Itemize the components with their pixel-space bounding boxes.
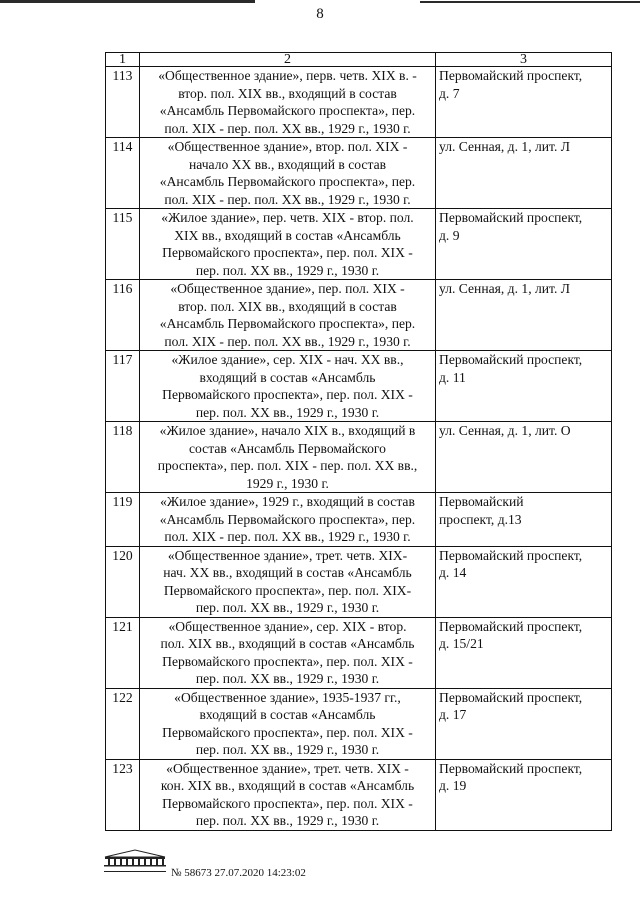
object-description: «Жилое здание», 1929 г., входящий в состав «Ансамбль Первомайского проспекта», пер. пол. XIX - пер. пол. XX вв., 1929 г., 1930 г.	[140, 493, 436, 547]
page-number: 8	[316, 6, 324, 22]
object-address: Первомайский проспект, д. 7	[436, 67, 612, 138]
registration-stamp: № 58673 27.07.2020 14:23:02	[171, 867, 306, 879]
object-address: ул. Сенная, д. 1, лит. Л	[436, 138, 612, 209]
row-number: 114	[106, 138, 140, 209]
object-description: «Жилое здание», начало XIX в., входящий в состав «Ансамбль Первомайского проспекта», пер. пол. XIX - пер. пол. XX вв., 1929 г., 1930 г.	[140, 422, 436, 493]
table-row	[106, 688, 612, 759]
table-row	[106, 351, 612, 422]
row-number: 119	[106, 493, 140, 547]
object-description: «Общественное здание», пер. пол. XIX - втор. пол. XIX вв., входящий в состав «Ансамбль Первомайского проспекта», пер. пол. XIX - пер. пол. XX вв., 1929 г., 1930 г.	[140, 280, 436, 351]
object-description: «Общественное здание», трет. четв. XIX - кон. XIX вв., входящий в состав «Ансамбль Первомайского проспекта», пер. пол. XIX - пер. пол. XX вв., 1929 г., 1930 г.	[140, 759, 436, 830]
building-seal-icon	[103, 848, 167, 874]
heritage-objects-table	[105, 52, 612, 831]
column-header-number: 1	[106, 53, 140, 67]
row-number: 116	[106, 280, 140, 351]
table-header-row	[106, 53, 612, 67]
object-address: Первомайский проспект, д. 14	[436, 546, 612, 617]
column-header-description: 2	[140, 53, 436, 67]
table-row	[106, 67, 612, 138]
table-row	[106, 759, 612, 830]
scan-edge-left	[0, 0, 255, 3]
row-number: 118	[106, 422, 140, 493]
object-address: Первомайский проспект, д.13	[436, 493, 612, 547]
object-description: «Общественное здание», перв. четв. XIX в. - втор. пол. XIX вв., входящий в состав «Ансамбль Первомайского проспекта», пер. пол. XIX - пер. пол. XX вв., 1929 г., 1930 г.	[140, 67, 436, 138]
table-row	[106, 617, 612, 688]
table-row	[106, 138, 612, 209]
row-number: 122	[106, 688, 140, 759]
object-description: «Общественное здание», сер. XIX - втор. пол. XIX вв., входящий в состав «Ансамбль Первомайского проспекта», пер. пол. XIX - пер. пол. XX вв., 1929 г., 1930 г.	[140, 617, 436, 688]
object-description: «Общественное здание», 1935-1937 гг., входящий в состав «Ансамбль Первомайского проспекта», пер. пол. XIX - пер. пол. XX вв., 1929 г., 1930 г.	[140, 688, 436, 759]
table-row	[106, 422, 612, 493]
object-address: ул. Сенная, д. 1, лит. О	[436, 422, 612, 493]
object-address: Первомайский проспект, д. 11	[436, 351, 612, 422]
column-header-address: 3	[436, 53, 612, 67]
scan-edge-right	[420, 1, 640, 3]
object-address: Первомайский проспект, д. 19	[436, 759, 612, 830]
row-number: 120	[106, 546, 140, 617]
row-number: 121	[106, 617, 140, 688]
object-description: «Жилое здание», сер. XIX - нач. XX вв., входящий в состав «Ансамбль Первомайского проспекта», пер. пол. XIX - пер. пол. XX вв., 1929 г., 1930 г.	[140, 351, 436, 422]
table-row	[106, 546, 612, 617]
object-address: Первомайский проспект, д. 17	[436, 688, 612, 759]
table-row	[106, 209, 612, 280]
row-number: 117	[106, 351, 140, 422]
row-number: 123	[106, 759, 140, 830]
table-row	[106, 493, 612, 547]
row-number: 115	[106, 209, 140, 280]
object-description: «Общественное здание», трет. четв. XIX- нач. XX вв., входящий в состав «Ансамбль Первомайского проспекта», пер. пол. XIX- пер. пол. XX вв., 1929 г., 1930 г.	[140, 546, 436, 617]
object-description: «Общественное здание», втор. пол. XIX - начало XX вв., входящий в состав «Ансамбль Первомайского проспекта», пер. пол. XIX - пер. пол. XX вв., 1929 г., 1930 г.	[140, 138, 436, 209]
object-address: Первомайский проспект, д. 15/21	[436, 617, 612, 688]
row-number: 113	[106, 67, 140, 138]
object-description: «Жилое здание», пер. четв. XIX - втор. пол. XIX вв., входящий в состав «Ансамбль Первомайского проспекта», пер. пол. XIX - пер. пол. XX вв., 1929 г., 1930 г.	[140, 209, 436, 280]
document-footer	[103, 848, 443, 888]
object-address: Первомайский проспект, д. 9	[436, 209, 612, 280]
table-row	[106, 280, 612, 351]
object-address: ул. Сенная, д. 1, лит. Л	[436, 280, 612, 351]
